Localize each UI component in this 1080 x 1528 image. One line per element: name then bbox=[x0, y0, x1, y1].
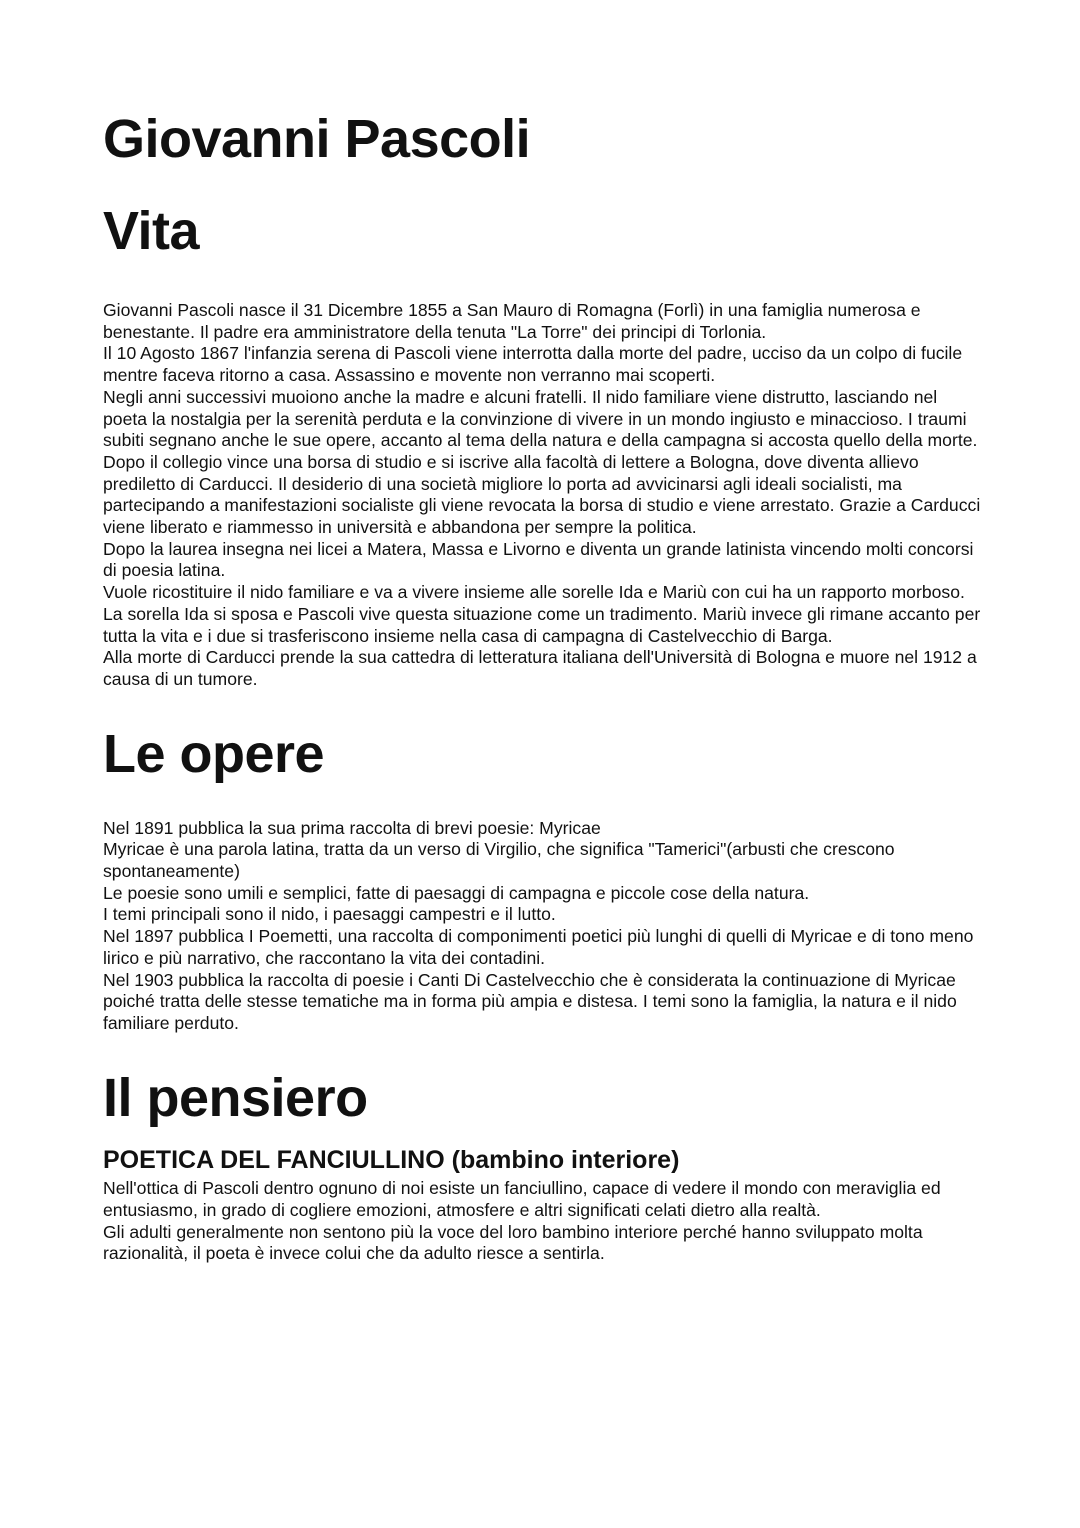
paragraph: Il 10 Agosto 1867 l'infanzia serena di Pascoli viene interrotta dalla morte del padre, ucciso da un colpo di fucile mentre faceva ritorno a casa. Assassino e movente non verranno mai scoperti. bbox=[103, 343, 963, 386]
document-title: Giovanni Pascoli bbox=[103, 109, 531, 169]
section-heading-pensiero: Il pensiero bbox=[103, 1067, 368, 1128]
paragraph: I temi principali sono il nido, i paesaggi campestri e il lutto. bbox=[103, 904, 556, 925]
paragraph: Le poesie sono umili e semplici, fatte di paesaggi di campagna e piccole cose della natura. bbox=[103, 882, 810, 903]
paragraph: Nel 1903 pubblica la raccolta di poesie i Canti Di Castelvecchio che è considerata la continuazione di Myricae poiché tratta delle stesse tematiche ma in forma più ampia e distesa. I temi sono la famiglia, la natura e il nido familiare perduto. bbox=[103, 969, 957, 1033]
paragraph: Alla morte di Carducci prende la sua cattedra di letteratura italiana dell'Università di Bologna e muore nel 1912 a causa di un tumore. bbox=[103, 647, 977, 689]
paragraph: Negli anni successivi muoiono anche la madre e alcuni fratelli. Il nido familiare viene distrutto, lasciando nel poeta la nostalgia per la serenità perduta e la convinzione di vivere in un mondo ingiusto e minaccioso. I traumi subiti segnano anche le sue opere, accanto al tema della natura e della campagna si accosta quello della morte. bbox=[103, 386, 978, 451]
subsection-heading-fanciullino: POETICA DEL FANCIULLINO (bambino interiore) bbox=[103, 1145, 680, 1174]
paragraph: Nell'ottica di Pascoli dentro ognuno di noi esiste un fanciullino, capace di vedere il mondo con meraviglia ed entusiasmo, in grado di cogliere emozioni, atmosfere e altri significati celati dietro alla realtà. bbox=[103, 1178, 941, 1220]
paragraph: Gli adulti generalmente non sentono più la voce del loro bambino interiore perché hanno sviluppato molta razionalità, il poeta è invece colui che da adulto riesce a sentirla. bbox=[103, 1221, 923, 1264]
paragraph: Dopo la laurea insegna nei licei a Matera, Massa e Livorno e diventa un grande latinista vincendo molti concorsi di poesia latina. bbox=[103, 538, 974, 581]
paragraph: Vuole ricostituire il nido familiare e va a vivere insieme alle sorelle Ida e Mariù con cui ha un rapporto morboso. bbox=[103, 582, 965, 603]
section-body-vita bbox=[103, 300, 983, 691]
section-heading-opere: Le opere bbox=[103, 723, 325, 784]
paragraph: La sorella Ida si sposa e Pascoli vive questa situazione come un tradimento. Mariù invece gli rimane accanto per tutta la vita e i due si trasferiscono insieme nella casa di campagna di Castelvecchio di Barga. bbox=[103, 603, 981, 646]
document-page bbox=[103, 100, 983, 1265]
paragraph: Giovanni Pascoli nasce il 31 Dicembre 1855 a San Mauro di Romagna (Forlì) in una famiglia numerosa e benestante. Il padre era amministratore della tenuta "La Torre" dei principi di Torlonia. bbox=[103, 300, 921, 342]
section-heading-vita: Vita bbox=[103, 201, 200, 261]
paragraph: Myricae è una parola latina, tratta da un verso di Virgilio, che significa "Tamerici"(arbusti che crescono spontaneamente) bbox=[103, 839, 895, 882]
paragraph: Nel 1891 pubblica la sua prima raccolta di brevi poesie: Myricae bbox=[103, 817, 601, 838]
section-body-opere bbox=[103, 818, 983, 1035]
paragraph: Dopo il collegio vince una borsa di studio e si iscrive alla facoltà di lettere a Bologna, dove diventa allievo prediletto di Carducci. Il desiderio di una società migliore lo porta ad avvicinarsi agli ideali socialisti, ma partecipando a manifestazioni socialiste gli viene revocata la borsa di studio e viene arrestato. Grazie a Carducci viene liberato e riammesso in università e abbandona per sempre la politica. bbox=[103, 451, 981, 538]
subsection-body-fanciullino bbox=[103, 1178, 983, 1265]
paragraph: Nel 1897 pubblica I Poemetti, una raccolta di componimenti poetici più lunghi di quelli di Myricae e di tono meno lirico e più narrativo, che raccontano la vita dei contadini. bbox=[103, 926, 974, 968]
